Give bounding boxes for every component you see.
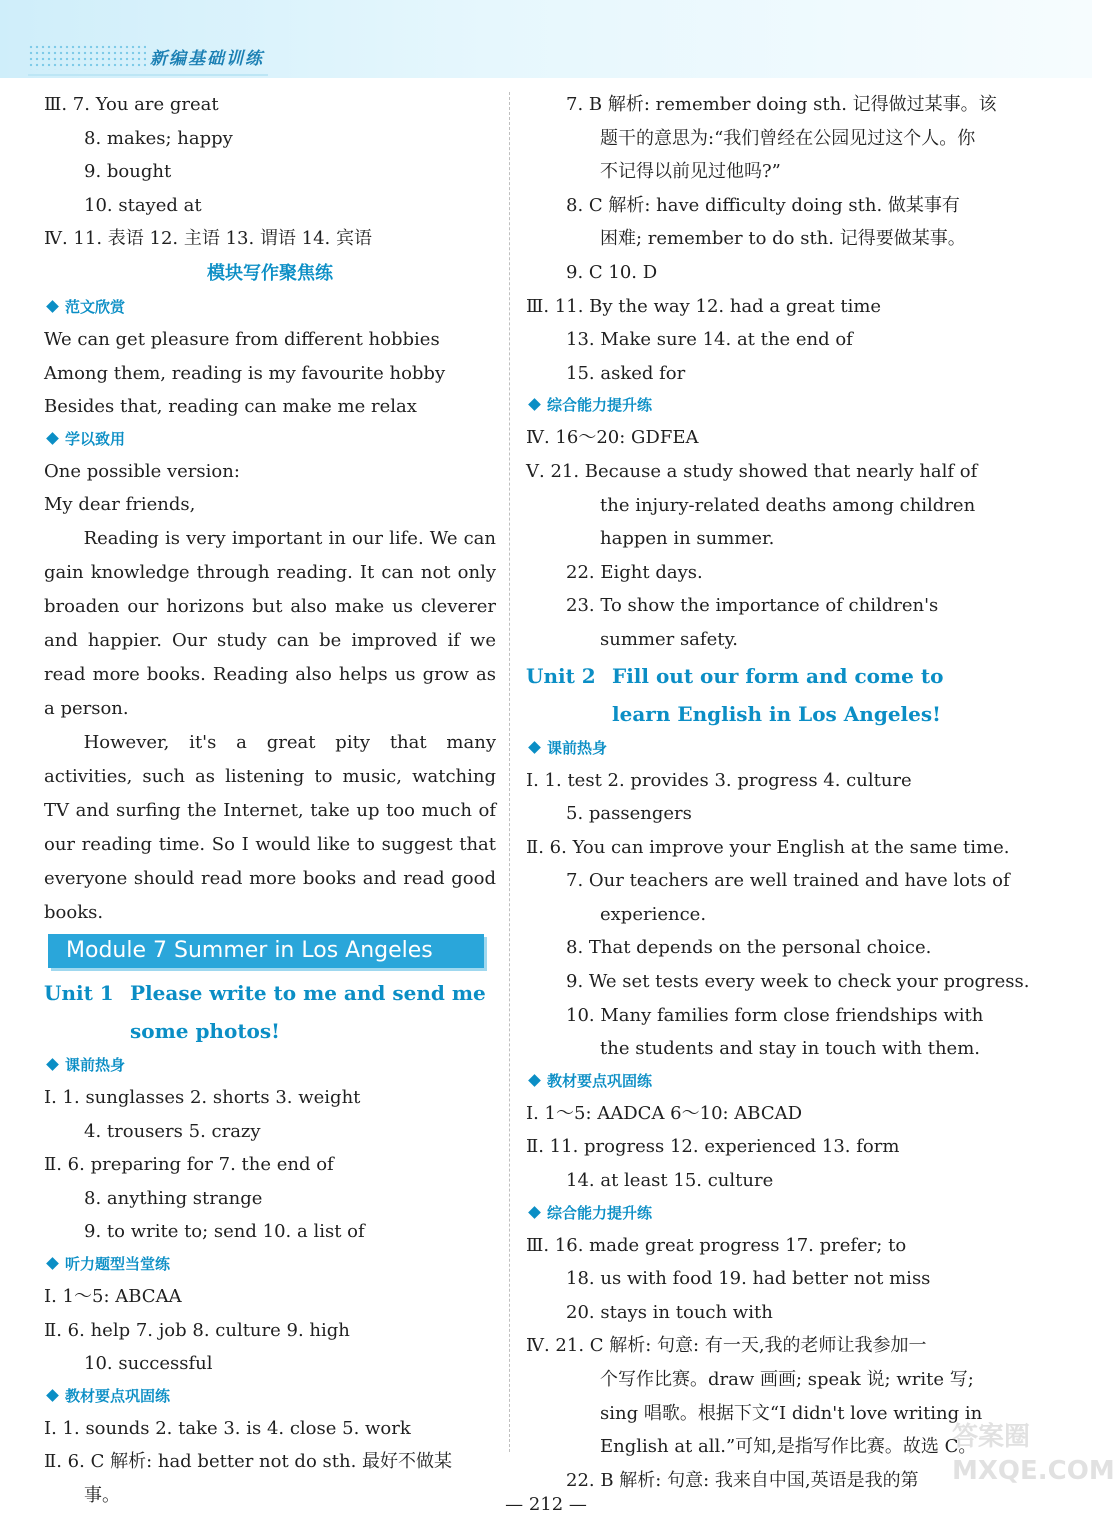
u2-k-ii: Ⅱ. 11. progress 12. experienced 13. form (526, 1136, 900, 1158)
u2-i-1: Ⅰ. 1. test 2. provides 3. progress 4. culture (526, 769, 912, 791)
section-label: 综合能力提升练 (547, 396, 653, 415)
section-diamond-icon (528, 398, 541, 411)
section-diamond-icon (528, 1206, 541, 1219)
u2-c-21d: English at all.”可知,是指写作比赛。故选 C。 (600, 1436, 977, 1458)
r-iii-13: 13. Make sure 14. at the end of (566, 329, 853, 351)
ii-7: Ⅲ. 7. You are great (44, 94, 219, 115)
ii-10: 10. stayed at (84, 194, 202, 216)
section-diamond-icon (46, 1058, 59, 1071)
r-v-21c: happen in summer. (600, 528, 775, 550)
u2-k-14: 14. at least 15. culture (566, 1170, 774, 1192)
ii-8: 8. makes; happy (84, 127, 233, 149)
u1-ii-9: 9. to write to; send 10. a list of (84, 1221, 365, 1243)
u2-c-22: 22. B 解析: 句意: 我来自中国,英语是我的第 (566, 1469, 919, 1491)
header-rule (28, 74, 268, 76)
r-v-23: 23. To show the importance of children's (566, 595, 939, 617)
section-label: 教材要点巩固练 (65, 1386, 171, 1405)
u2-ii-9: 9. We set tests every week to check your progress. (566, 971, 1030, 993)
r-v-21b: the injury-related deaths among children (600, 494, 976, 516)
u1-k-ii: Ⅱ. 6. C 解析: had better not do sth. 最好不做某 (44, 1451, 453, 1473)
u1-l-10: 10. successful (84, 1353, 213, 1375)
u1-i-4: 4. trousers 5. crazy (84, 1120, 261, 1142)
section-label: 教材要点巩固练 (547, 1071, 653, 1090)
section-diamond-icon (46, 1389, 59, 1402)
sample-appreciation (44, 292, 496, 323)
unit-label: Unit 2 (526, 663, 596, 688)
comprehensive-1 (526, 390, 976, 421)
u2-c-20: 20. stays in touch with (566, 1301, 773, 1323)
ii-9: 9. bought (84, 161, 172, 183)
page-number: — 212 — (505, 1494, 587, 1515)
u2-c-21: Ⅳ. 21. C 解析: 句意: 有一天,我的老师让我参加一 (526, 1335, 927, 1357)
section-label: 范文欣赏 (65, 297, 126, 316)
key-points-1 (44, 1381, 496, 1412)
essay-p1: Reading is very important in our life. We can gain knowledge through reading. It can not only broaden our horizons but also make us cleverer and happier. Our study can be improved if we read more books. Reading also helps us grow as a person. (44, 527, 496, 719)
section-diamond-icon (46, 300, 59, 313)
r-8: 8. C 解析: have difficulty doing sth. 做某事有 (566, 194, 960, 216)
warmup-1 (44, 1050, 496, 1081)
u2-ii-10: 10. Many families form close friendships with (566, 1004, 984, 1026)
u1-l-i: Ⅰ. 1～5: ABCAA (44, 1285, 182, 1307)
unit-heading: Please write to me and send me some photos! (130, 980, 486, 1043)
u1-k-ii-cont: 事。 (84, 1484, 120, 1506)
section-label: 学以致用 (65, 429, 126, 448)
r-v-21: Ⅴ. 21. Because a study showed that nearly half of (526, 460, 978, 482)
unit-heading: Fill out our form and come to learn English in Los Angeles! (612, 663, 944, 726)
r-7c: 不记得以前见过他吗?” (600, 161, 781, 183)
u2-ii-8: 8. That depends on the personal choice. (566, 937, 932, 959)
r-v-22: 22. Eight days. (566, 561, 703, 583)
u1-i-1: Ⅰ. 1. sunglasses 2. shorts 3. weight (44, 1086, 361, 1108)
r-iii-15: 15. asked for (566, 362, 686, 384)
u2-ii-6: Ⅱ. 6. You can improve your English at the same time. (526, 836, 1010, 858)
greeting: My dear friends, (44, 494, 196, 516)
left-column (44, 88, 496, 1512)
unit-label: Unit 1 (44, 980, 114, 1005)
writing-focus-title: 模块写作聚焦练 (207, 262, 333, 284)
header-dot-pattern (28, 44, 146, 70)
u2-c-16: Ⅲ. 16. made great progress 17. prefer; to (526, 1234, 907, 1256)
section-diamond-icon (528, 1074, 541, 1087)
r-7: 7. B 解析: remember doing sth. 记得做过某事。该 (566, 94, 997, 115)
u2-k-i: Ⅰ. 1～5: AADCA 6～10: ABCAD (526, 1102, 803, 1124)
u2-c-21b: 个写作比赛。draw 画画; speak 说; write 写; (600, 1369, 974, 1390)
apply-section (44, 424, 496, 455)
u2-c-21c: sing 唱歌。根据下文“I didn't love writing in (600, 1402, 983, 1424)
sample-2: Among them, reading is my favourite hobby (44, 362, 446, 384)
version: One possible version: (44, 460, 240, 482)
section-label: 课前热身 (65, 1055, 126, 1074)
r-8b: 困难; remember to do sth. 记得要做某事。 (600, 228, 966, 250)
section-label: 课前热身 (547, 738, 608, 757)
page-header (0, 0, 1092, 78)
watermark-line: MXQE.COM (952, 1456, 1115, 1486)
comprehensive-2 (526, 1198, 976, 1229)
u1-k-i: Ⅰ. 1. sounds 2. take 3. is 4. close 5. work (44, 1417, 411, 1439)
section-diamond-icon (528, 741, 541, 754)
key-points-2 (526, 1066, 976, 1097)
watermark-line: 答案圈 (952, 1422, 1031, 1452)
u2-ii-10b: the students and stay in touch with them. (600, 1038, 980, 1060)
listening-1 (44, 1249, 496, 1280)
module-7-banner: Module 7 Summer in Los Angeles (48, 934, 484, 968)
section-diamond-icon (46, 1257, 59, 1270)
section-label: 综合能力提升练 (547, 1203, 653, 1222)
u1-ii-8: 8. anything strange (84, 1187, 263, 1209)
section-diamond-icon (46, 432, 59, 445)
unit-1-title (44, 974, 496, 1050)
warmup-2 (526, 733, 976, 764)
u2-i-5: 5. passengers (566, 803, 692, 825)
r-9: 9. C 10. D (566, 261, 658, 283)
u1-ii-6: Ⅱ. 6. preparing for 7. the end of (44, 1154, 334, 1176)
unit-2-title (526, 657, 976, 733)
r-iii-11: Ⅲ. 11. By the way 12. had a great time (526, 295, 882, 317)
r-v-23b: summer safety. (600, 628, 738, 650)
u2-c-18: 18. us with food 19. had better not miss (566, 1268, 931, 1290)
iv-11: Ⅳ. 11. 表语 12. 主语 13. 谓语 14. 宾语 (44, 228, 372, 250)
sample-1: We can get pleasure from different hobbies (44, 328, 440, 350)
r-iv: Ⅳ. 16～20: GDFEA (526, 427, 699, 449)
watermark-logo (952, 1420, 1115, 1488)
u2-ii-7: 7. Our teachers are well trained and have lots of (566, 870, 1010, 892)
u1-l-ii: Ⅱ. 6. help 7. job 8. culture 9. high (44, 1319, 350, 1341)
essay-p2: However, it's a great pity that many activities, such as listening to music, watching TV and surfing the Internet, take up too much of our reading time. So I would like to suggest that everyone should read more books and read good books. (44, 731, 496, 923)
column-divider (509, 92, 510, 1452)
r-7b: 题干的意思为:“我们曾经在公园见过这个人。你 (600, 127, 976, 149)
header-brand: 新编基础训练 (150, 49, 264, 69)
section-label: 听力题型当堂练 (65, 1254, 171, 1273)
sample-3: Besides that, reading can make me relax (44, 396, 417, 418)
u2-ii-7b: experience. (600, 903, 707, 925)
